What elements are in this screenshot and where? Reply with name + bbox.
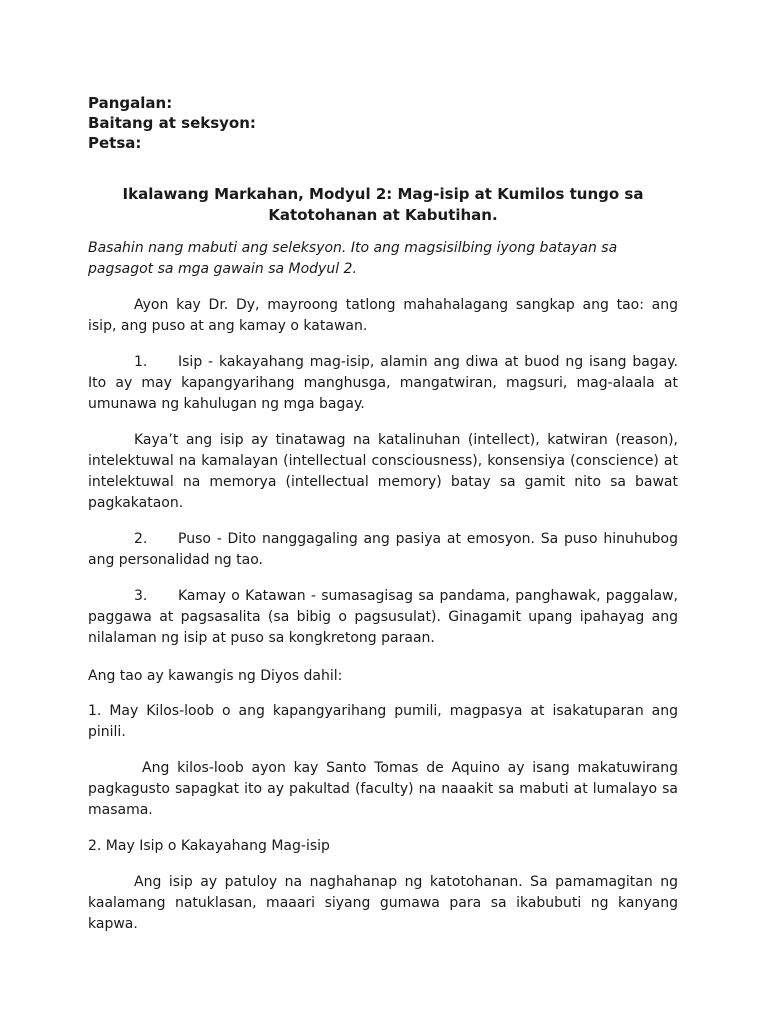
document-title: Ikalawang Markahan, Modyul 2: Mag-isip at Kumilos tungo sa Katotohanan at Kabutihan.	[122, 185, 644, 224]
paragraph-kawangis: Ang tao ay kawangis ng Diyos dahil:	[88, 668, 343, 684]
paragraph-santo-tomas: Ang kilos-loob ayon kay Santo Tomas de Aquino ay isang makatuwirang pagkagusto sapagkat ito ay pakultad (faculty) na naaakit sa mabuti at lumalayo sa masama.	[88, 760, 678, 818]
grade-section-label: Baitang at seksyon:	[88, 114, 256, 132]
list-item-kamay	[88, 586, 678, 649]
list-number: 1.	[134, 354, 148, 370]
paragraph-three-components: Ayon kay Dr. Dy, mayroong tatlong mahahalagang sangkap ang tao: ang isip, ang puso at ang kamay o katawan.	[88, 297, 678, 334]
date-label: Petsa:	[88, 134, 142, 152]
list-item-text: Kamay o Katawan - sumasagisag sa pandama, panghawak, paggalaw, paggawa at pagsasalita (sa bibig o pagsusulat). Ginagamit upang ipahayag ang nilalaman ng isip at puso sa kongkretong paraan.	[88, 588, 678, 646]
paragraph-isip-names: Kaya’t ang isip ay tinatawag na katalinuhan (intellect), katwiran (reason), intelektuwal na kamalayan (intellectual consciousness), konsensiya (conscience) at intelektuwal na memorya (intellectual memory) batay sa gamit nito sa bawat pagkakataon.	[88, 432, 678, 511]
header-fields	[88, 93, 678, 153]
list-item-isip	[88, 352, 678, 415]
document-page	[88, 93, 678, 935]
paragraph-kilos-loob: 1. May Kilos-loob o ang kapangyarihang pumili, magpasya at isakatuparan ang pinili.	[88, 703, 678, 740]
name-label: Pangalan:	[88, 94, 173, 112]
list-number: 3.	[134, 588, 148, 604]
list-item-text: Isip - kakayahang mag-isip, alamin ang diwa at buod ng isang bagay. Ito ay may kapangyarihang manghusga, mangatwiran, magsuri, mag-alaala at umunawa ng kahulugan ng mga bagay.	[88, 354, 678, 412]
list-number: 2.	[134, 531, 148, 547]
paragraph-katotohanan: Ang isip ay patuloy na naghahanap ng katotohanan. Sa pamamagitan ng kaalamang natuklasan, maaari siyang gumawa para sa ikabubuti ng kanyang kapwa.	[88, 874, 678, 932]
list-item-puso	[88, 529, 678, 571]
list-item-text: Puso - Dito nanggagaling ang pasiya at emosyon. Sa puso hinuhubog ang personalidad ng tao.	[88, 531, 678, 568]
paragraph-may-isip: 2. May Isip o Kakayahang Mag-isip	[88, 838, 330, 854]
intro-instruction: Basahin nang mabuti ang seleksyon. Ito ang magsisilbing iyong batayan sa pagsagot sa mga gawain sa Modyul 2.	[88, 240, 618, 277]
